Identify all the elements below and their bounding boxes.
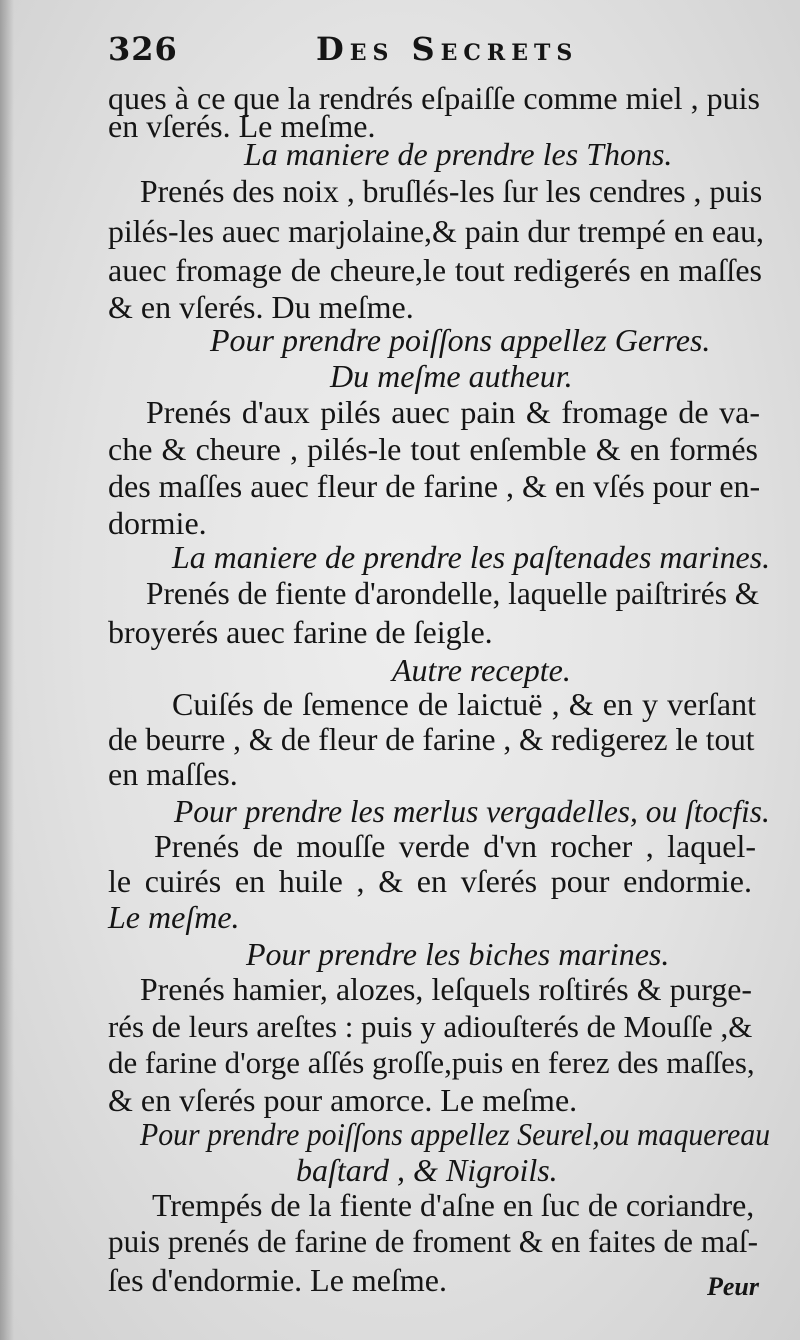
page-edge-shadow — [0, 0, 14, 1340]
text-line: Prenés hamier, alozes, leſquels roſtirés & purge- — [140, 972, 752, 1007]
text-line: ques à ce que la rendrés eſpaiſſe comme miel , puis — [108, 80, 760, 116]
section-heading: Du meſme autheur. — [330, 358, 573, 394]
text-line: Prenés des noix , bruſlés-les ſur les cendres , puis — [140, 174, 763, 209]
text-line: des maſſes auec fleur de farine , & en vſés pour en- — [108, 468, 761, 504]
text-line: en vſerés. Le meſme. — [108, 108, 376, 144]
text-line: rés de leurs areſtes : puis y adiouſterés de Mouſſe ,& — [108, 1009, 753, 1044]
section-heading: La maniere de prendre les Thons. — [244, 136, 673, 172]
text-line: puis prenés de farine de froment & en faites de maſ- — [108, 1224, 758, 1259]
text-line: broyerés auec farine de ſeigle. — [108, 614, 493, 650]
section-heading: Pour prendre poiſſons appellez Seurel,ou maquereau — [140, 1116, 771, 1152]
text-line: Prenés de fiente d'arondelle, laquelle paiſtrirés & — [146, 576, 760, 611]
text-line: Prenés d'aux pilés auec pain & fromage de va- — [146, 394, 760, 430]
section-heading: baſtard , & Nigroils. — [296, 1152, 558, 1188]
section-heading: Pour prendre les merlus vergadelles, ou ſtocfis. — [174, 793, 770, 829]
text-line: Prenés de mouſſe verde d'vn rocher , laquel- — [154, 828, 756, 864]
page-header — [108, 24, 768, 74]
text-line: en maſſes. — [108, 756, 238, 792]
page-number: 326 — [108, 30, 178, 68]
text-line: & en vſerés pour amorce. Le meſme. — [108, 1082, 578, 1118]
text-line: Le meſme. — [108, 899, 240, 935]
catchword: Peur — [707, 1272, 759, 1301]
section-heading: La maniere de prendre les paſtenades marines. — [172, 539, 771, 575]
section-heading: Autre recepte. — [392, 652, 571, 688]
text-line: Cuiſés de ſemence de laictuë , & en y verſant — [172, 686, 756, 722]
text-line: dormie. — [108, 505, 207, 541]
text-line: pilés-les auec marjolaine,& pain dur trempé en eau, — [108, 214, 764, 249]
text-line: & en vſerés. Du meſme. — [108, 289, 414, 325]
text-line: ſes d'endormie. Le meſme. — [108, 1262, 447, 1298]
text-line: auec fromage de cheure,le tout redigerés en maſſes — [108, 252, 762, 288]
section-heading: Pour prendre poiſſons appellez Gerres. — [210, 322, 711, 358]
text-line: de beurre , & de fleur de farine , & redigerez le tout — [108, 722, 755, 757]
running-head: Des Secrets — [316, 30, 579, 68]
text-line: che & cheure , pilés-le tout enſemble & en formés — [108, 431, 758, 467]
text-line: Trempés de la fiente d'aſne en ſuc de coriandre, — [152, 1188, 755, 1223]
text-line: le cuirés en huile , & en vſerés pour endormie. — [108, 863, 752, 899]
text-line: de farine d'orge aſſés groſſe,puis en ferez des maſſes, — [108, 1045, 755, 1080]
section-heading: Pour prendre les biches marines. — [246, 936, 670, 972]
